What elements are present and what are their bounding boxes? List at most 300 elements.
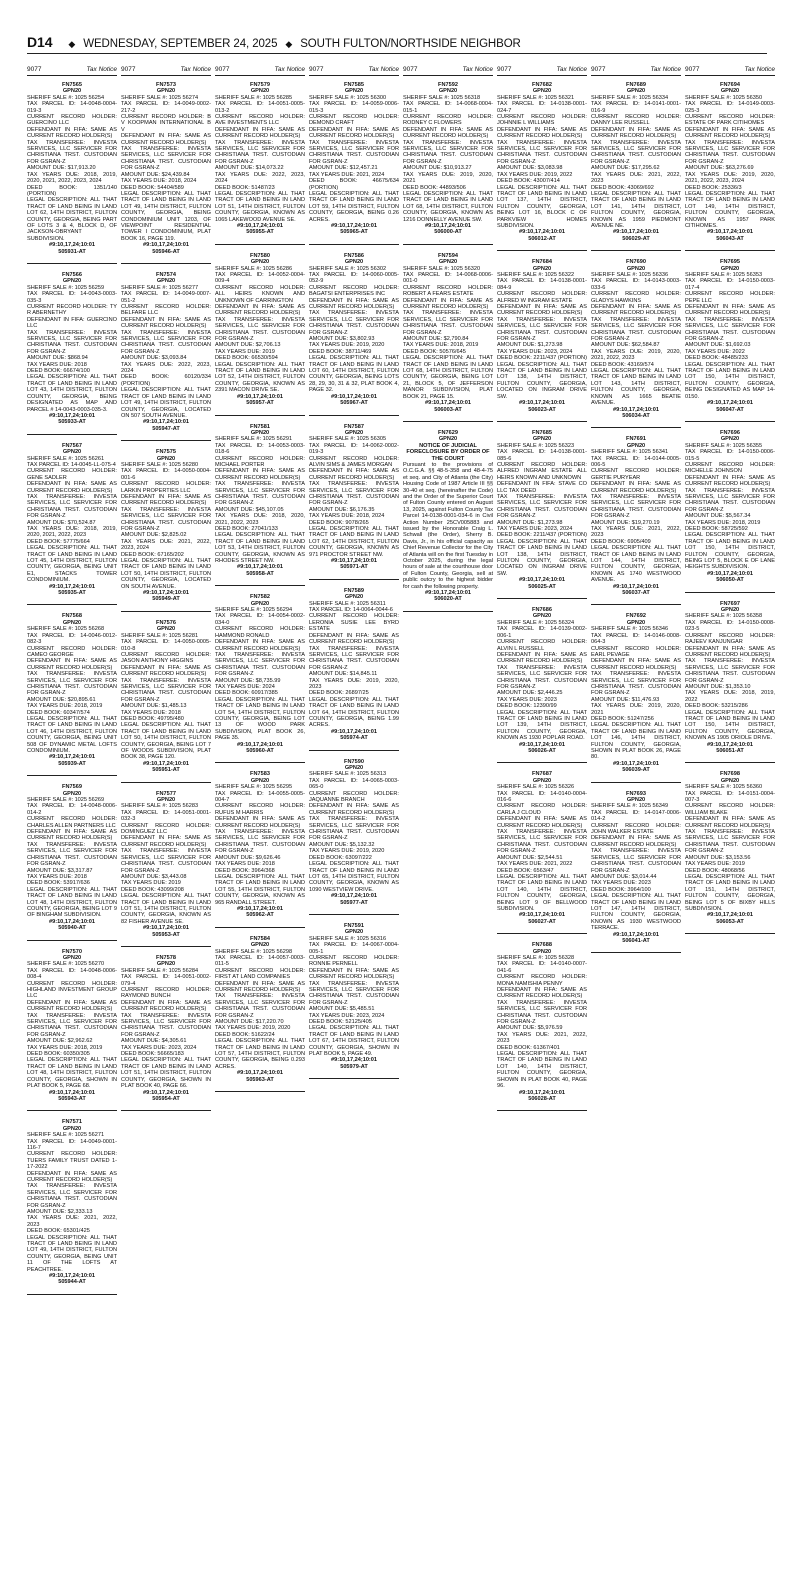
defendant-label: DEFENDANT IN FIFA: [591,481,655,488]
notice-column [591,66,681,1576]
tax-years-label: TAX YEARS DUE: [591,703,649,710]
sheriff-sale-label: SHERIFF SALE #: [215,607,263,614]
record-holder-label: CURRENT RECORD HOLDER: [497,974,587,981]
notice-gpn: GPN20 [438,436,458,443]
notice-fn: FN7576 [156,619,176,626]
defendant-value: GUERCINO LLC [27,316,117,330]
tax-notice [685,82,775,251]
defendant-label: DEFENDANT IN FIFA: [121,835,185,842]
notice-fn: FN7580 [250,252,270,259]
notice-gpn: GPN20 [250,600,270,607]
legal-description-value: 46, 14TH DISTRICT, FULTON COUNTY, GEORGIA, BEING UNIT 508 OF DYNAMIC METAL LOFTS CONDOMINIUM. [27,728,117,754]
deed-book-value: 48068/56 [721,867,745,874]
transferee-label: TAX TRANSFEREE: INVESTA SERVICES, LLC SERVICER FOR CHRISTIANA TRST. CUSTODIAN FOR GSRAN-Z [309,980,399,1006]
deed-book-value: 3964/100 [627,886,651,893]
sheriff-sale-value: 1025 56271 [74,1132,105,1139]
tax-parcel-label: TAX PARCEL ID: [121,291,175,298]
transferee [403,310,493,336]
deed-book-label: DEED BOOK: [27,368,64,375]
transferee [309,481,399,507]
tax-years-value: 2018, 2024 [168,178,197,185]
legal-description-value: 62, 14TH DISTRICT, FULTON COUNTY, GEORGIA, KNOWN AS 971 PROCTOR STREET NW. [309,538,399,558]
notice-gpn: GPN20 [720,265,740,272]
defendant-value: SAME AS CURRENT RECORD HOLDER(S) [215,816,305,829]
tax-parcel-label: TAX PARCEL ID: [215,442,269,449]
defendant [309,127,399,140]
deed-book-label: DEED BOOK: [215,1031,252,1038]
tax-parcel-value: 14-0043-0003-035-3 [27,291,117,304]
record-holder-value: TUERS FAMILY TRUST DATED 1-17-2022 [27,1157,117,1171]
record-holder-value: FIRST AT LAND COMPANIES [215,974,291,981]
tax-parcel [591,810,681,823]
record-holder-label: CURRENT RECORD HOLDER: [497,461,587,468]
legal-description-label: LEGAL DESCRIPTION: ALL THAT TRACT OF LAND BEING IN LAND LOT [215,696,305,716]
notice-fn: FN7577 [156,790,176,797]
record-holder [121,304,211,317]
tax-parcel [215,101,305,114]
legal-description-label: LEGAL DESCRIPTION: ALL THAT TRACT OF LAND BEING IN LAND LOT [27,197,117,217]
ad-number: 505974-AT [340,735,368,742]
tax-notice [403,82,493,245]
defendant [121,494,211,507]
legal-description [121,1057,211,1089]
amount-due-label: AMOUNT DUE: [27,355,68,362]
tax-years [685,690,775,703]
defendant-value: SAME AS CURRENT RECORD HOLDER(S) [403,297,493,310]
tax-parcel [403,272,493,285]
run-dates: #9:10,17,24;10:01 [236,222,284,229]
sheriff-sale-value: 1025 56322 [544,271,575,278]
deed-book-label: DEED BOOK: [685,355,722,362]
notice-gpn: GPN20 [532,777,552,784]
legal-description [685,532,775,570]
transferee-label: TAX TRANSFEREE: INVESTA SERVICES, LLC SERVICER FOR CHRISTIANA TRST. CUSTODIAN FOR GSRAN-Z [497,316,587,343]
defendant-value: SAME AS CURRENT RECORD HOLDER(S) [309,468,399,481]
tax-parcel-value: 14-0149-0003-025-3 [685,101,775,114]
record-holder [215,114,305,127]
legal-description-label: LEGAL DESCRIPTION: ALL THAT TRACT OF LAND BEING IN LAND LOT [27,1234,117,1254]
defendant-label: DEFENDANT IN FIFA: [309,632,373,639]
sheriff-sale-label: SHERIFF SALE #: [121,632,169,639]
defendant-value: STAVE CO LLC TAX DEED [497,481,587,494]
record-holder-label: CURRENT RECORD HOLDER: [215,967,305,974]
legal-description [215,191,305,223]
tax-parcel-value: 14-0150-0003-017-4 [685,278,775,291]
defendant [309,968,399,981]
run-dates: #9:10,17,24;10:01 [330,222,378,229]
legal-description-value: 147, 14TH DISTRICT, FULTON COUNTY, GEORGIA, KNOWN AS 1930 WESTWOOD TERRACE. [591,905,681,932]
foreclosure-body: Pursuant to the provisions of O.C.G.A. §§ 48-5-358 and 48-4-75 et seq. and City of Atlanta (the City) Housing Code of 1987 Article III §§ 30-40 et seq. (hereinafter the Code) and the Order of the Superior Court of Fulton County entered on August 13, 2025, against Fulton County Tax Parcel 14-0138-0001-034-6 in Civil Action Number 25CV005883 and issued by the Honorable Craig L. Schwall (the Order), Sherry B. Davis, Jr., in his official capacity as Chief Revenue Collector for the City of Atlanta will on the first Tuesday in October 2025, during the legal hours of sale at the courthouse door of Fulton County, Georgia, sell at public outcry to the highest bidder for cash the following property. [403,461,493,590]
defendant-value: SAME AS CURRENT RECORD HOLDER(S) [685,474,775,488]
amount-due-value: $19,270.19 [631,519,660,526]
record-holder [685,803,775,816]
ad-number: 505935-AT [58,590,86,597]
legal-description-value: 150, 14TH DISTRICT, FULTON COUNTY, GEORGIA, KNOWN AS 1905 ORIOLE DRIVE. [685,722,775,742]
tax-years-label: TAX YEARS DUE: [215,683,263,690]
deed-book-value: 3964/368 [251,867,275,874]
tax-parcel [27,803,117,816]
sheriff-sale-label: SHERIFF SALE #: [497,954,545,961]
legal-description-label: LEGAL DESCRIPTION: ALL THAT TRACT OF LAND BEING IN LAND LOT [27,545,117,565]
record-holder-value: HIGHLAND INVESTMENT GROUP LLC [27,987,117,1000]
notice-fn: FN7686 [532,607,552,614]
ad-number: 506041-AT [622,937,650,944]
transferee [215,140,305,166]
tax-parcel [121,810,211,823]
transferee [685,658,775,684]
defendant-label: DEFENDANT IN FIFA: [27,829,91,836]
sheriff-sale-label: SHERIFF SALE #: [403,94,451,101]
legal-description-value: 140, 14TH DISTRICT, FULTON COUNTY, GEORGIA, BEING LOT 9 OF BELLWOOD SUBDIVISION. [497,886,587,912]
run-dates: #9:10,17,24;10:01 [142,925,190,932]
sheriff-sale-value: 1025 56294 [262,607,293,614]
tax-notice [215,253,305,416]
sheriff-sale-label: SHERIFF SALE #: [27,1132,75,1139]
tax-parcel [309,101,399,114]
legal-description [685,874,775,912]
sheriff-sale-value: 1025 56281 [168,632,199,639]
transferee [27,1183,117,1209]
tax-notice [27,82,117,264]
legal-description-value: 143, 14TH DISTRICT, FULTON COUNTY, GEORGIA, KNOWN AS 1665 BEATIE AVENUE. [591,380,681,407]
record-holder [591,646,681,659]
defendant-label: DEFENDANT IN FIFA: [27,658,91,665]
record-holder [309,791,399,804]
tax-parcel [685,449,775,462]
legal-description-value: 57, 14TH DISTRICT, FULTON COUNTY, GEORGIA, BEING 0.293 ACRES. [215,1051,305,1070]
sheriff-sale-label: SHERIFF SALE #: [121,461,169,468]
column-code: 9077 [403,66,418,73]
transferee [309,646,399,672]
legal-description [497,539,587,577]
sheriff-sale-value: 1025 56298 [262,948,293,955]
sheriff-sale-value: 1025 56360 [732,784,763,791]
tax-parcel-label: TAX PARCEL ID: [215,613,269,620]
column-code: 9077 [215,66,230,73]
record-holder-label: CURRENT RECORD HOLDER: [215,803,305,810]
notice-gpn: GPN20 [626,797,646,804]
deed-book [309,178,399,191]
record-holder [27,981,117,1000]
transferee [215,317,305,343]
tax-years-label: TAX YEARS DUE: [309,1012,357,1019]
deed-book-label: DEED BOOK: [121,551,158,558]
run-dates: #9:10,17,24;10:01 [612,583,660,590]
defendant [121,665,211,678]
legal-description-value: 150, 14TH DISTRICT, FULTON COUNTY, GEORGIA, BEING DESIGNATED AS MAP 14-0150. [685,374,775,400]
tax-parcel [685,278,775,291]
tax-notice [215,594,305,763]
tax-years-label: TAX YEARS DUE: [215,348,263,355]
amount-due-label: AMOUNT DUE: [685,342,726,349]
record-holder-value: JOHNNIE L WILLIAMS [497,120,555,127]
ad-number: 505933-AT [58,419,86,426]
tax-parcel [497,961,587,974]
transferee [27,842,117,868]
ad-number: 506028-AT [528,1095,556,1102]
tax-parcel-label: TAX PARCEL ID: [121,101,175,108]
legal-description-label: LEGAL DESCRIPTION: ALL THAT TRACT OF LAND BEING IN LAND LOT [121,1057,211,1077]
deed-book-value: 54404/589 [157,184,184,191]
amount-due-value: $3,317.87 [67,867,93,874]
run-dates: #9:10,17,24;10:01 [236,1070,284,1077]
transferee-label: TAX TRANSFEREE: INVESTA SERVICES, LLC SERVICER FOR CHRISTIANA TRST. CUSTODIAN FOR GSRAN-Z [27,1012,117,1038]
tax-years-value: 2021, 2024 [356,171,385,178]
transferee-label: TAX TRANSFEREE: INVESTA SERVICES, LLC SERVICER FOR CHRISTIANA TRST. CUSTODIAN FOR GSRAN-Z [27,329,117,355]
sheriff-sale-value: 1025 56295 [262,784,293,791]
notice-fn: FN7687 [532,771,552,778]
deed-book-value: 6905/409 [627,538,651,545]
amount-due-label: AMOUNT DUE: [215,677,256,684]
run-dates: #9:10,17,24;10:01 [236,905,284,912]
record-holder [121,114,211,133]
tax-notice [309,759,399,915]
legal-description-label: LEGAL DESCRIPTION: ALL THAT TRACT OF LAND BEING IN LAND LOT [121,558,211,577]
tax-years [215,513,305,526]
tax-notice [309,923,399,1079]
sheriff-sale-label: SHERIFF SALE #: [591,94,639,101]
legal-description-value: 49, 14TH DISTRICT, FULTON COUNTY, GEORGIA, BEING CONDOMINIUM UNIT 1203, OF VIEWPOINT RESIDENTIAL TOWER I CONDOMINIUM, PLAT BOOK 16, PAGE 119. [121,203,211,242]
tax-parcel-value: 14-0051-0005-013-2 [215,101,305,114]
deed-book-label: DEED BOOK: [591,184,628,191]
defendant-value: SAME AS CURRENT RECORD HOLDER(S) [309,632,399,646]
transferee-label: TAX TRANSFEREE: INVESTA SERVICES, LLC SERVICER FOR CHRISTIANA TRST. CUSTODIAN FOR GSRAN-Z [309,310,399,336]
defendant-label: DEFENDANT IN FIFA: [591,126,655,133]
notice-fn: FN7698 [720,771,740,778]
notice-gpn: GPN20 [626,265,646,272]
record-holder [403,285,493,298]
legal-description-label: LEGAL DESCRIPTION: ALL THAT TRACT OF LAND BEING IN LAND LOT [685,873,775,893]
notice-column [215,66,305,1576]
tax-parcel [403,101,493,114]
record-holder-label: CURRENT RECORD HOLDER: [591,114,681,121]
notice-fn: FN7569 [62,784,82,791]
tax-years-value: 2019, 2020, 2021 [403,171,493,185]
amount-due-value: $2,825.02 [161,532,187,539]
defendant [309,298,399,311]
notice-gpn: GPN20 [62,619,82,626]
deed-book-value: 51247/256 [627,715,654,722]
legal-description-value: 68, 14TH DISTRICT, FULTON COUNTY, GEORGIA, BEING LOT 21, BLOCK 5, OF JEFFERSON MANOR SUBDIVISION, PLAT BOOK 21, PAGE 15. [403,368,493,400]
tax-parcel-label: TAX PARCEL ID: [215,790,269,797]
defendant-value: SAME AS CURRENT RECORD HOLDER(S) [591,481,681,494]
record-holder-value: ALFRED INGRAM ESTATE ALL HEIRS KNOWN AND UNKNOWN [497,468,587,481]
notice-fn: FN7689 [626,82,646,88]
legal-description-label: LEGAL DESCRIPTION: ALL THAT TRACT OF LAND BEING IN LAND LOT [685,361,775,381]
tax-parcel-value: 14-0150-0006-015-5 [685,449,775,462]
tax-parcel-value: 14-0057-0003-011-5 [215,954,305,968]
defendant [685,475,775,488]
defendant-value: SAME AS CURRENT RECORD HOLDER(S) [309,803,399,816]
amount-due-value: $4,305.61 [161,1038,187,1045]
legal-description-value: 137, 14TH DISTRICT, FULTON COUNTY, GEORGIA, BEING LOT 16, BLOCK C OF PARKVIEW HOMES SUBDIVISION. [497,197,587,229]
deed-book-value: 66530/594 [251,355,278,362]
defendant-label: DEFENDANT IN FIFA: [27,999,91,1006]
transferee-label: TAX TRANSFEREE: INVESTA SERVICES, LLC SERVICER FOR CHRISTIANA TRST. CUSTODIAN FOR GSRAN-Z [497,139,587,165]
run-dates: #9:10,17,24;10:01 [142,760,190,767]
sheriff-sale-label: SHERIFF SALE #: [27,455,75,462]
defendant [215,127,305,140]
legal-description-label: LEGAL DESCRIPTION: ALL THAT TRACT OF LAND BEING IN LAND LOT [27,715,117,735]
tax-parcel-value: 14-0139-0002-006-1 [497,626,587,639]
defendant [27,1171,117,1184]
sheriff-sale-label: SHERIFF SALE #: [27,797,75,804]
amount-due-label: AMOUNT DUE: [403,336,444,343]
legal-description [497,710,587,742]
tax-parcel-value: 14-0060-0005-052-9 [309,271,399,285]
notice-fn: FN7685 [532,429,552,436]
run-dates: #9:10,17,24;10:01 [48,583,96,590]
tax-notice [27,1119,117,1295]
tax-parcel-value: 14-0064-0044-6 [353,607,393,614]
legal-description-label: LEGAL DESCRIPTION: ALL THAT TRACT OF LAND BEING IN LAND LOT [27,374,117,394]
sheriff-sale-label: SHERIFF SALE #: [309,94,357,101]
legal-description-label: LEGAL DESCRIPTION: ALL THAT TRACT OF LAND BEING IN LAND LOT [403,190,493,210]
record-holder [685,114,775,127]
deed-book-label: DEED BOOK: [27,709,64,716]
notice-fn: FN7573 [156,82,176,88]
ad-number: 506012-AT [528,235,556,242]
amount-due-value: $12,457.21 [349,165,378,172]
tax-notice [121,82,211,264]
tax-years-label: TAX YEARS DUE: [121,178,169,185]
tax-notice [121,272,211,441]
deed-book-label: DEED BOOK: [497,703,534,710]
sheriff-sale-value: 1025 56286 [262,265,293,272]
legal-description-value: 51, 14TH DISTRICT, FULTON COUNTY, GEORGIA, KNOWN AS 82 FISHER AVENUE SE. [121,905,211,925]
tax-parcel-value: 14-0140-0007-041-6 [497,961,587,974]
tax-notice [685,259,775,422]
tax-years-label: TAX YEARS DUE: [215,171,273,178]
tax-parcel-label: TAX PARCEL ID: [685,449,739,456]
defendant-value: SAME AS CURRENT RECORD HOLDER(S) [685,304,775,317]
defendant-label: DEFENDANT IN FIFA: [121,999,185,1006]
tax-years [591,526,681,539]
tax-notice [121,620,211,783]
amount-due-value: $5,567.34 [725,513,751,520]
amount-due-value: $3,014.44 [631,873,657,880]
amount-due-label: AMOUNT DUE: [497,854,538,861]
legal-description [121,191,211,242]
tax-years-value: 2018, 2019 [450,342,479,349]
tax-notice [685,771,775,934]
legal-description-label: LEGAL DESCRIPTION: ALL THAT TRACT OF LAND BEING IN LAND LOT [121,387,211,407]
record-holder-value: LERONIA SUSIE LEE BYRD ESTATE [309,619,399,633]
legal-description [27,197,117,242]
sheriff-sale-value: 1025 56334 [638,94,669,101]
tax-years-label: TAX YEARS DUE: [497,1031,555,1038]
column-header [591,66,681,76]
record-holder-label: CURRENT RECORD HOLDER: [309,284,399,291]
tax-notice [497,259,587,422]
tax-parcel-value: 14-0062-0002-019-3 [309,442,399,456]
record-holder-label: CURRENT RECORD HOLDER: [497,291,587,298]
transferee [121,146,211,172]
deed-book-label: DEED BOOK: [27,880,64,887]
defendant-label: DEFENDANT IN FIFA: [685,645,749,652]
record-holder-value: BAGATSI ENTERPRISES INC [309,291,386,298]
ad-number: 506050-AT [716,577,744,584]
amount-due-label: AMOUNT DUE: [121,1038,162,1045]
tax-notice [497,607,587,763]
tax-years-value: 2019 [732,861,745,868]
defendant-label: DEFENDANT IN FIFA: [215,980,279,987]
amount-due-label: AMOUNT DUE: [309,841,350,848]
deed-book-label: DEED BOOK: [27,1228,64,1235]
record-holder [27,816,117,829]
tax-years-label: TAX YEARS DUE: [27,703,75,710]
transferee-label: TAX TRANSFEREE: INVESTA SERVICES, LLC SERVICER FOR CHRISTIANA TRST. CUSTODIAN FOR GSRAN-Z [497,493,587,520]
notice-gpn: GPN20 [344,594,364,601]
record-holder-value: DANNY LEE RUSSELL [591,120,650,127]
legal-description [215,1038,305,1070]
record-holder [497,974,587,987]
record-holder [309,285,399,298]
legal-description-value: 150, 14TH DISTRICT, FULTON COUNTY, GEORGIA, BEING LOT 5, BLOCK E OF LANE HEIGHTS SUBDIVISION. [685,545,775,571]
notice-gpn: GPN20 [62,954,82,961]
record-holder [215,626,305,639]
legal-description-value: 51, 14TH DISTRICT, FULTON COUNTY, GEORGIA, SHOWN IN PLAT BOOK 40, PAGE 66. [121,1070,211,1090]
record-holder-value: MICHELLE JOHNSON [685,468,742,475]
tax-parcel-label: TAX PARCEL ID: [27,291,81,298]
record-holder-value: RODNEY C FLOWERS [403,120,462,127]
defendant-value: SAME AS CURRENT RECORD HOLDER(S) [497,651,587,665]
deed-book-label: DEED BOOK: [27,184,94,191]
notice-fn: FN7586 [344,252,364,259]
tax-parcel-value: 14-0050-0004-001-6 [121,468,211,481]
transferee [685,488,775,514]
defendant-value: SAME AS CURRENT RECORD HOLDER(S) [27,829,117,842]
run-dates: #9:10,17,24;10:01 [612,406,660,413]
record-holder-value: GERTIE PURYEAR [591,474,641,481]
amount-due-value: $62,584.87 [631,342,660,349]
defendant-label: DEFENDANT IN FIFA: [591,835,655,842]
sheriff-sale-label: SHERIFF SALE #: [497,442,545,449]
ad-number: 505957-AT [246,400,274,407]
legal-description-value: 53, 14TH DISTRICT, FULTON COUNTY, GEORGIA, KNOWN AS RHODES STREET NW. [215,545,305,565]
tax-parcel-value: 14-0049-0002-217-2 [121,101,211,114]
legal-description-value: 141, 14TH DISTRICT, FULTON COUNTY, GEORGIA, KNOWN AS 1959 PIEDMONT AVENUE NE. [591,203,681,229]
legal-description-value: 140, 14TH DISTRICT, FULTON COUNTY, GEORGIA, SHOWN IN PLAT BOOK 40, PAGE 96. [497,1063,587,1090]
amount-due-label: AMOUNT DUE: [497,519,538,526]
sheriff-sale-value: 1025 56328 [544,954,575,961]
transferee-label: TAX TRANSFEREE: INVESTA SERVICES, LLC SERVICER FOR CHRISTIANA TRST. CUSTODIAN FOR GSRAN-Z [591,848,681,874]
run-dates: #9:10,17,24;10:01 [48,1273,96,1280]
tax-parcel-value: 14-0048-0004-019-3 [27,101,117,114]
defendant [403,127,493,140]
deed-book-label: DEED BOOK: [215,690,252,697]
transferee-label: TAX TRANSFEREE: INVESTA SERVICES, LLC SERVICER FOR CHRISTIANA TRST. CUSTODIAN FOR GSRAN-Z [685,829,775,855]
defendant [215,981,305,994]
notice-fn: FN7690 [626,259,646,266]
deed-book-value: 26897/25 [345,690,369,697]
defendant-label: DEFENDANT IN FIFA: [27,1170,91,1177]
legal-description-label: LEGAL DESCRIPTION: ALL THAT TRACT OF LAND BEING IN LAND LOT [685,190,775,210]
transferee-label: TAX TRANSFEREE: INVESTA SERVICES, LLC SERVICER FOR CHRISTIANA TRST. CUSTODIAN FOR GSRAN-Z [403,139,493,165]
transferee [215,993,305,1019]
legal-description-label: LEGAL DESCRIPTION: ALL THAT TRACT OF LAND BEING IN LAND LOT [591,893,681,912]
legal-description [591,893,681,931]
legal-description-label: LEGAL DESCRIPTION: ALL THAT TRACT OF LAND BEING IN LAND LOT [215,1038,305,1058]
tax-parcel [215,272,305,285]
ad-number: 505963-AT [246,1076,274,1083]
run-dates: #9:10,17,24;10:01 [236,564,284,571]
tax-parcel [497,449,587,462]
amount-due-label: AMOUNT DUE: [27,519,68,526]
defendant-label: DEFENDANT IN FIFA: [403,126,467,133]
run-dates: #9:10,17,24;10:01 [142,419,190,426]
transferee-label: TAX TRANSFEREE: INVESTA SERVICES, LLC SERVICER FOR CHRISTIANA TRST. CUSTODIAN FOR GSRAN-Z [121,677,211,703]
